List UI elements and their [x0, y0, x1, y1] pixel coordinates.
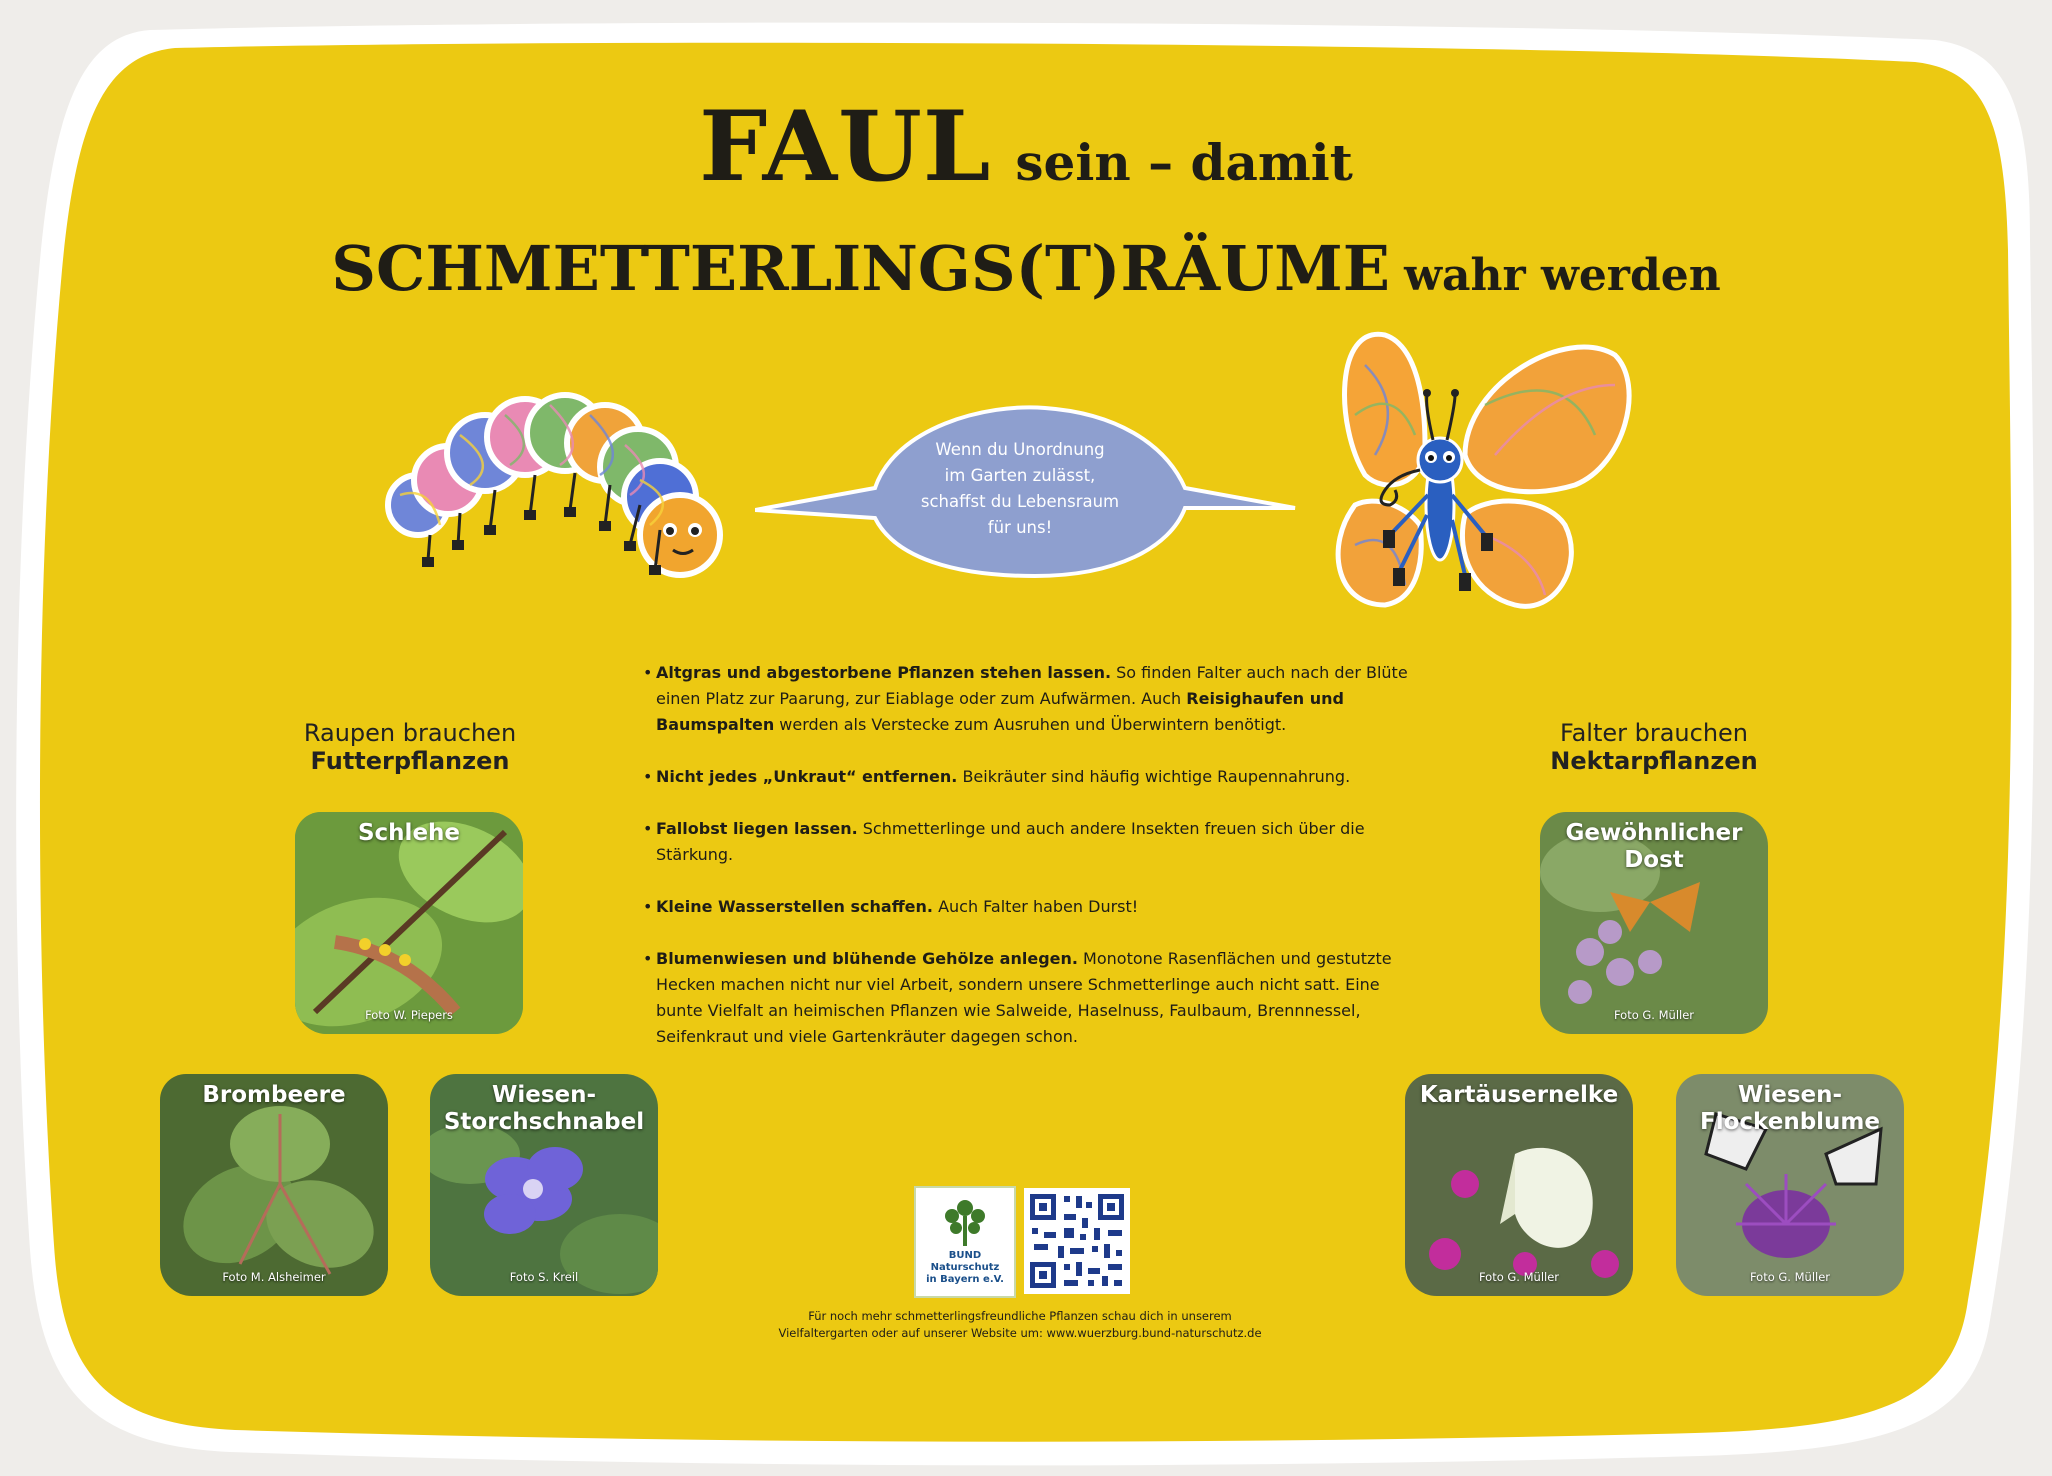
plant-name-wiesen-storchschnabel: [430, 1082, 658, 1136]
tip-item: [640, 894, 1420, 920]
butterfly-illustration: [1315, 325, 1635, 625]
qr-code-icon: [1024, 1188, 1130, 1294]
tip-text: Monotone Rasenflächen und gestutzte Hecken machen nicht nur viel Arbeit, sondern unsere Schmetterlinge auch nicht satt. Eine bunte Vielfalt an heimischen Pflanzen wie Salweide, Haselnuss, Faulbaum, Brennnessel, Seifenkraut und viele Gartenkräuter dagegen schon.: [656, 949, 1392, 1046]
tip-text: Schmetterlinge und auch andere Insekten freuen sich über die Stärkung.: [656, 819, 1365, 864]
bund-logo-text: [916, 1250, 1014, 1286]
right-heading-line2: Nektarpflanzen: [1550, 747, 1758, 775]
tip-bold: Nicht jedes „Unkraut“ entfernen.: [656, 767, 958, 786]
plant-name-line2: Dost: [1624, 847, 1684, 873]
bund-logo-tree-icon: [940, 1196, 990, 1248]
tip-item: [640, 764, 1420, 790]
left-heading-line1: Raupen brauchen: [303, 719, 517, 747]
title-schmetterlingstraeume: SCHMETTERLINGS(T)RÄUME: [331, 232, 1391, 305]
caterpillar-illustration: [370, 385, 730, 595]
tip-text: So finden Falter auch nach der Blüte einen Platz zur Paarung, zur Eiablage oder zum Aufwärmen. Auch: [656, 663, 1408, 708]
right-heading-line1: Falter brauchen: [1559, 719, 1749, 747]
tip-bold: Kleine Wasserstellen schaffen.: [656, 897, 933, 916]
plant-name-line2: Flockenblume: [1700, 1109, 1880, 1135]
plant-name-schlehe: Schlehe: [357, 820, 461, 846]
title-faul: FAUL: [699, 90, 992, 203]
photo-credit-flockenblume: Foto G. Müller: [1749, 1270, 1831, 1284]
title-sein-damit: sein – damit: [1015, 133, 1353, 192]
speech-line-3: schaffst du Lebensraum: [920, 492, 1120, 511]
logo-line3: in Bayern e.V.: [926, 1274, 1004, 1285]
plant-name-wiesen-flockenblume: [1676, 1082, 1904, 1136]
plant-name-line2: Storchschnabel: [443, 1109, 645, 1135]
speech-line-4: für uns!: [987, 518, 1053, 537]
plant-name-line1: Wiesen-: [1737, 1082, 1843, 1108]
bullet-icon: •: [643, 663, 653, 682]
tip-bold: Blumenwiesen und blühende Gehölze anlegen.: [656, 949, 1078, 968]
photo-schlehe: [295, 812, 523, 1034]
photo-gewoehnlicher-dost: [1540, 812, 1768, 1034]
tip-item: [640, 946, 1420, 1050]
page-title-line1: [0, 90, 2052, 203]
tip-bold: Fallobst liegen lassen.: [656, 819, 858, 838]
bullet-icon: •: [643, 949, 653, 968]
plant-name-brombeere: Brombeere: [202, 1082, 346, 1108]
tip-text-2: werden als Verstecke zum Ausruhen und Überwintern benötigt.: [774, 715, 1287, 734]
bullet-icon: •: [643, 897, 653, 916]
tip-item: [640, 816, 1420, 868]
bund-logo: [914, 1186, 1016, 1298]
footer-text: [760, 1308, 1280, 1342]
tip-bold-2: Reisighaufen und Baumspalten: [656, 689, 1344, 734]
footer-line2: Vielfaltergarten oder auf unserer Website um: www.wuerzburg.bund-naturschutz.de: [778, 1326, 1262, 1340]
tips-list: [640, 660, 1420, 1076]
photo-wiesen-storchschnabel: [430, 1074, 658, 1296]
bullet-icon: •: [643, 767, 653, 786]
footer-line1: Für noch mehr schmetterlingsfreundliche Pflanzen schau dich in unserem: [808, 1309, 1232, 1323]
speech-line-1: Wenn du Unordnung: [935, 440, 1105, 459]
plant-name-line1: Wiesen-: [491, 1082, 597, 1108]
photo-credit-schlehe: Foto W. Piepers: [365, 1008, 453, 1022]
photo-credit-dost: Foto G. Müller: [1613, 1008, 1695, 1022]
photo-brombeere: [160, 1074, 388, 1296]
title-wahr-werden: wahr werden: [1404, 250, 1721, 301]
logo-line2: Naturschutz: [930, 1262, 1000, 1273]
tip-bold: Altgras und abgestorbene Pflanzen stehen lassen.: [656, 663, 1112, 682]
qr-code[interactable]: [1024, 1188, 1130, 1294]
photo-credit-brombeere: Foto M. Alsheimer: [222, 1270, 326, 1284]
photo-credit-storchschnabel: Foto S. Kreil: [509, 1270, 579, 1284]
logo-line1: BUND: [948, 1250, 982, 1261]
page-title-line2: [0, 232, 2052, 305]
left-heading-line2: Futterpflanzen: [310, 747, 510, 775]
tip-item: [640, 660, 1420, 738]
speech-line-2: im Garten zulässt,: [944, 466, 1096, 485]
plant-name-line1: Gewöhnlicher: [1565, 820, 1743, 846]
plant-name-kartaeusernelke: Kartäusernelke: [1419, 1082, 1619, 1108]
left-column-heading: [260, 719, 560, 775]
photo-wiesen-flockenblume: [1676, 1074, 1904, 1296]
photo-kartaeusernelke: [1405, 1074, 1633, 1296]
plant-name-gewoehnlicher-dost: [1540, 820, 1768, 874]
tip-text: Auch Falter haben Durst!: [932, 897, 1139, 916]
right-column-heading: [1504, 719, 1804, 775]
bullet-icon: •: [643, 819, 653, 838]
photo-credit-kartaeusernelke: Foto G. Müller: [1478, 1270, 1560, 1284]
speech-bubble-text: [900, 437, 1140, 541]
tip-text: Beikräuter sind häufig wichtige Raupennahrung.: [957, 767, 1351, 786]
